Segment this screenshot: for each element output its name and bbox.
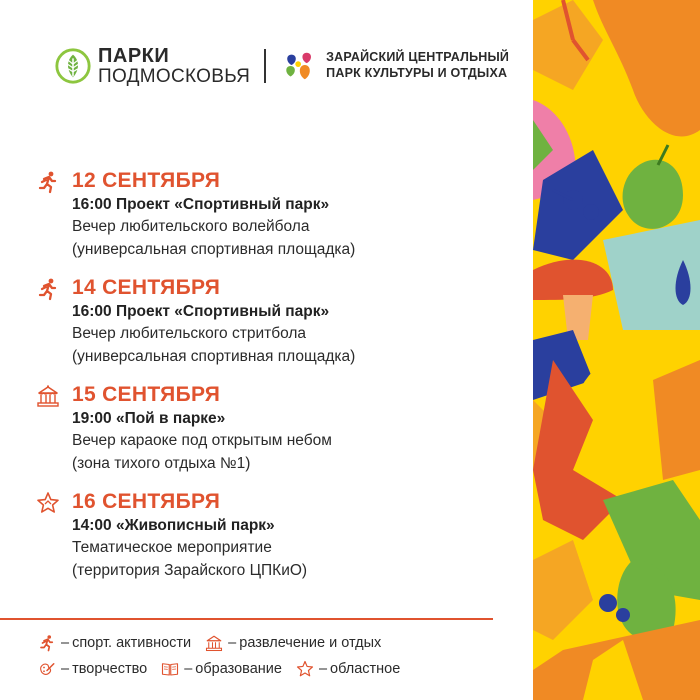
legend-dash: –	[318, 661, 328, 677]
legend-row	[38, 632, 414, 654]
event-title: 19:00 «Пой в парке»	[72, 410, 226, 427]
autumn-decoration	[533, 0, 700, 700]
event-item	[36, 382, 506, 475]
park-hearts-logo-icon	[282, 47, 320, 85]
park-name-line1: ЗАРАЙСКИЙ ЦЕНТРАЛЬНЫЙ	[326, 50, 510, 65]
event-date: 15 СЕНТЯБРЯ	[72, 383, 221, 406]
open-book-icon	[161, 660, 179, 678]
carousel-icon	[205, 634, 223, 652]
brand-line1: ПАРКИ	[98, 45, 170, 67]
legend-label-sport: спорт. активности	[72, 635, 192, 651]
event-place: (универсальная спортивная площадка)	[72, 348, 356, 365]
event-description: Вечер любительского волейбола	[72, 218, 310, 235]
event-description: Вечер караоке под открытым небом	[72, 432, 332, 449]
legend-dash: –	[61, 635, 70, 651]
legend-dash: –	[61, 661, 70, 677]
event-item	[36, 489, 506, 582]
legend-row	[38, 658, 414, 680]
legend-item-sport	[38, 634, 191, 652]
running-person-icon	[36, 170, 60, 194]
legend-item-education	[161, 660, 282, 678]
events-list	[36, 168, 506, 596]
legend-label-regional: областное	[330, 661, 401, 677]
event-item	[36, 168, 506, 261]
legend-divider	[0, 618, 493, 620]
event-title: 16:00 Проект «Спортивный парк»	[72, 303, 330, 320]
star-icon	[296, 660, 314, 678]
event-date: 12 СЕНТЯБРЯ	[72, 169, 221, 192]
brand-line2: ПОДМОСКОВЬЯ	[98, 66, 251, 87]
event-title: 16:00 Проект «Спортивный парк»	[72, 196, 330, 213]
event-place: (территория Зарайского ЦПКиО)	[72, 562, 308, 579]
header-divider	[264, 49, 266, 83]
header	[54, 44, 509, 88]
zaraysk-park-logo[interactable]	[282, 47, 509, 85]
running-person-icon	[36, 277, 60, 301]
parki-podmoskovya-logo[interactable]	[54, 46, 250, 86]
legend-label-entertainment: развлечение и отдых	[239, 635, 382, 651]
legend-label-creativity: творчество	[72, 661, 148, 677]
legend-dash: –	[184, 661, 193, 677]
event-description: Тематическое мероприятие	[72, 539, 272, 556]
legend	[38, 632, 414, 684]
event-place: (универсальная спортивная площадка)	[72, 241, 356, 258]
running-person-icon	[38, 634, 56, 652]
legend-item-creativity	[38, 660, 147, 678]
parki-leaf-logo-icon	[54, 47, 92, 85]
carousel-icon	[36, 384, 60, 408]
event-place: (зона тихого отдыха №1)	[72, 455, 251, 472]
event-title: 14:00 «Живописный парк»	[72, 517, 275, 534]
legend-label-education: образование	[195, 661, 282, 677]
event-item	[36, 275, 506, 368]
star-icon	[36, 491, 60, 515]
legend-item-regional	[296, 660, 400, 678]
legend-item-entertainment	[205, 634, 381, 652]
park-name-line2: ПАРК КУЛЬТУРЫ И ОТДЫХА	[326, 66, 508, 80]
event-description: Вечер любительского стритбола	[72, 325, 307, 342]
event-date: 14 СЕНТЯБРЯ	[72, 276, 221, 299]
palette-brush-icon	[38, 660, 56, 678]
legend-dash: –	[228, 635, 237, 651]
event-date: 16 СЕНТЯБРЯ	[72, 490, 221, 513]
